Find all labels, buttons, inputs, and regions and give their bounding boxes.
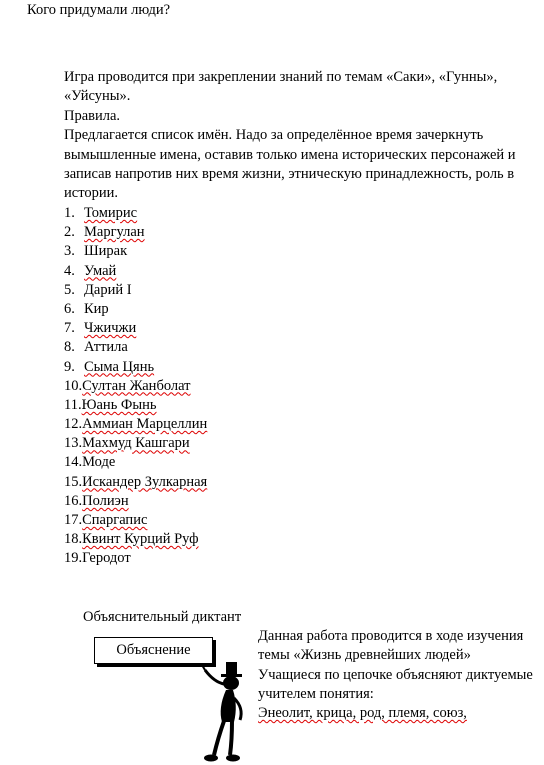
list-number: 4. [64, 262, 75, 279]
intro-block [64, 68, 534, 204]
page-title: Кого придумали люди? [27, 2, 171, 18]
list-item [64, 300, 207, 319]
list-name: Спаргапис [82, 512, 148, 528]
rules-heading: Правила. [64, 107, 121, 124]
list-item [64, 338, 207, 357]
list-number: 1. [64, 205, 75, 221]
list-number: 19. [64, 550, 83, 567]
list-item [64, 415, 207, 434]
list-number: 7. [64, 320, 75, 337]
list-number: 16. [64, 492, 83, 509]
list-item [64, 396, 207, 415]
list-name: Ширак [84, 243, 128, 260]
list-number: 3. [64, 243, 75, 260]
list-name: Томирис [84, 205, 138, 221]
list-number: 14. [64, 454, 83, 471]
desc-line-2: Учащиеся по цепочке объясняют диктуемые учителем понятия: [258, 666, 533, 702]
list-name: Квинт Курций Руф [82, 531, 199, 548]
list-item [64, 262, 207, 281]
list-item [64, 511, 207, 530]
list-name: Умай [84, 262, 117, 279]
list-item [64, 492, 207, 511]
list-number: 9. [64, 358, 75, 375]
pointing-man-figure-icon [200, 660, 250, 765]
list-name: Полиэн [82, 492, 129, 509]
list-name: Сыма Цянь [84, 358, 155, 375]
dictation-description [258, 627, 540, 723]
list-item [64, 530, 207, 549]
list-item [64, 377, 207, 396]
explanation-box-label: Объяснение [116, 642, 191, 658]
intro-line-2: «Уйсуны». [64, 88, 131, 105]
names-list [64, 204, 207, 569]
list-name: Юань Фынь [81, 396, 157, 413]
rules-text: Предлагается список имён. Надо за определённое время зачеркнуть вымышленные имена, оставив только имена исторических персонажей и записав напротив них время жизни, этническую принадлежность, роль в истории. [64, 127, 516, 202]
list-number: 13. [64, 435, 83, 452]
list-number: 8. [64, 339, 75, 356]
list-item [64, 473, 207, 492]
list-name: Маргулан [84, 224, 145, 241]
list-name: Чжичжи [84, 320, 137, 337]
list-item [64, 242, 207, 261]
list-name: Аттила [84, 339, 128, 356]
list-number: 15. [64, 473, 83, 490]
list-item [64, 223, 207, 242]
list-name: Искандер Зулкарная [82, 473, 208, 490]
list-item [64, 549, 207, 568]
list-number: 12. [64, 416, 83, 433]
list-name: Кир [84, 300, 109, 317]
explanation-box [94, 637, 213, 664]
list-number: 10. [64, 377, 83, 394]
list-name: Султан Жанболат [82, 377, 191, 394]
list-item [64, 319, 207, 338]
list-name: Махмуд Кашгари [82, 435, 190, 452]
list-name: Геродот [82, 550, 131, 567]
list-item [64, 358, 207, 377]
list-name: Дарий I [84, 281, 132, 298]
list-item [64, 434, 207, 453]
list-number: 2. [64, 224, 75, 241]
desc-line-3: Энеолит, крица, род, племя, союз, [258, 705, 467, 722]
intro-line-1: Игра проводится при закреплении знаний по темам «Саки», «Гунны», [64, 69, 498, 85]
list-number: 17. [64, 512, 83, 528]
list-item [64, 204, 207, 223]
list-number: 18. [64, 531, 83, 548]
list-name: Аммиан Марцеллин [82, 416, 208, 433]
dictation-heading: Объяснительный диктант [83, 609, 242, 625]
list-number: 5. [64, 281, 75, 298]
list-number: 11. [64, 396, 82, 413]
list-number: 6. [64, 300, 75, 317]
list-name: Моде [82, 454, 116, 471]
list-item [64, 281, 207, 300]
desc-line-1: Данная работа проводится в ходе изучения темы «Жизнь древнейших людей» [258, 628, 524, 664]
list-item [64, 453, 207, 472]
